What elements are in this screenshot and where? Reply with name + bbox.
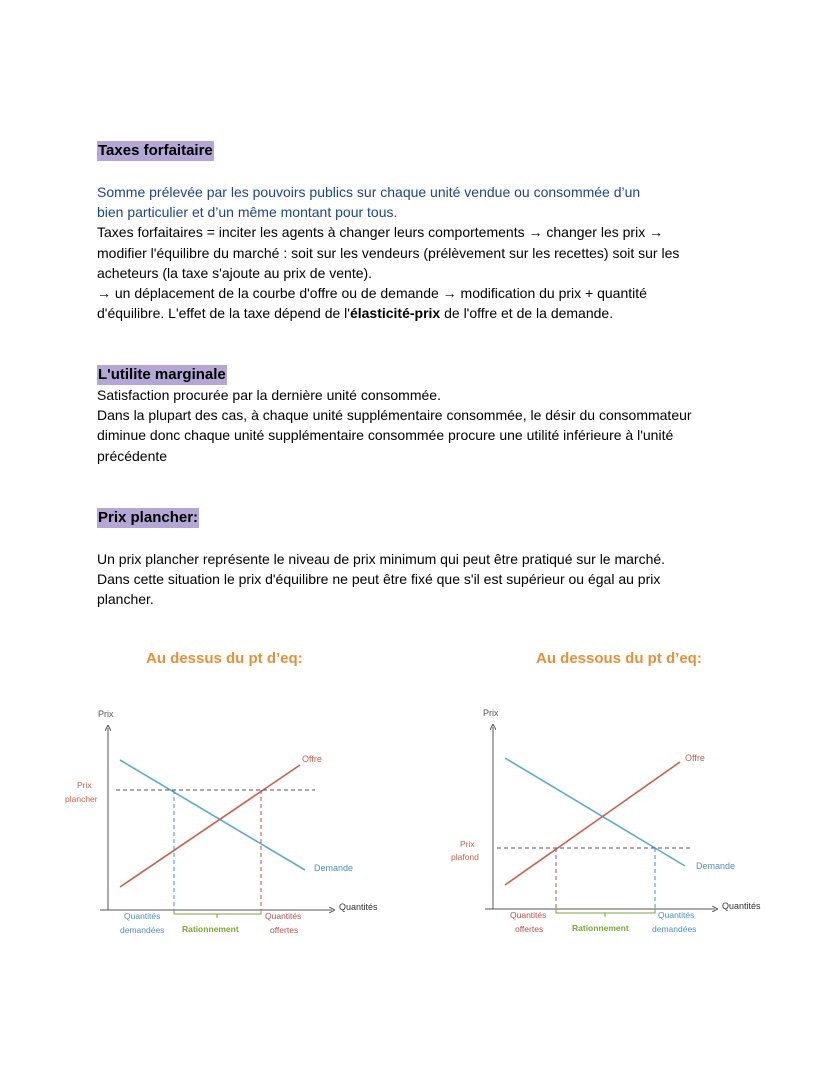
chart-title-above: Au dessus du pt d’eq: [146, 650, 303, 667]
y-axis-label: Prix [483, 708, 499, 718]
demand-line [120, 760, 305, 870]
supply-line [120, 765, 300, 887]
rationnement-label: Rationnement [572, 923, 629, 933]
taxes-body-line: acheteurs (la taxe s'ajoute au prix de vente). [97, 264, 373, 281]
price-ceiling-label: Prix [460, 839, 475, 849]
y-axis-label: Prix [98, 709, 114, 719]
elasticite-prix-bold: élasticité-prix [349, 305, 441, 322]
taxes-body-line [97, 303, 737, 323]
utilite-line: précédente [97, 447, 168, 464]
utilite-line: diminue donc chaque unité supplémentaire consommée procure une utilité inférieure à l'unité [97, 427, 674, 444]
utilite-line: Dans la plupart des cas, à chaque unité supplémentaire consommée, le désir du consommateur [97, 407, 692, 424]
price-ceiling-label: plafond [451, 852, 479, 862]
chart-prix-plancher [60, 700, 400, 945]
taxes-definition [97, 182, 737, 323]
quantites-offertes-label: Quantités [265, 911, 302, 921]
chart-prix-plafond [445, 700, 785, 945]
demand-label: Demande [314, 863, 354, 873]
taxes-body-line: Taxes forfaitaires = inciter les agents à changer leurs comportements → changer les prix → [97, 224, 664, 241]
price-floor-label: plancher [65, 794, 98, 804]
quantites-offertes-label: offertes [515, 924, 544, 934]
taxes-definition-line: bien particulier et d’un même montant pour tous. [97, 204, 398, 221]
utilite-line: Satisfaction procurée par la dernière unité consommée. [97, 387, 441, 403]
demand-line [505, 758, 685, 866]
utilite-paragraph [97, 385, 737, 466]
heading-prix-plancher: Prix plancher: [98, 509, 199, 526]
rationnement-bracket [174, 910, 261, 918]
x-axis-label: Quantités [339, 902, 378, 912]
taxes-definition-line: Somme prélevée par les pouvoirs publics sur chaque unité vendue ou consommée d’un [97, 184, 641, 200]
quantites-offertes-label: Quantités [510, 910, 547, 920]
quantites-demandees-label: Quantités [124, 911, 161, 921]
supply-label: Offre [302, 754, 322, 764]
price-floor-label: Prix [77, 780, 92, 790]
taxes-body-line: modifier l'équilibre du marché : soit sur les vendeurs (prélèvement sur les recettes) soit sur les [97, 244, 680, 261]
prix-plancher-paragraph [97, 549, 737, 610]
chart-title-below: Au dessous du pt d’eq: [536, 650, 702, 667]
taxes-body-line: → un déplacement de la courbe d'offre ou de demande → modification du prix + quantité [97, 285, 647, 302]
prix-plancher-line: plancher. [97, 591, 154, 608]
supply-line [505, 762, 680, 885]
heading-utilite-marginale: L'utilite marginale [98, 366, 226, 383]
quantites-offertes-label: offertes [270, 925, 299, 935]
quantites-demandees-label: Quantités [658, 910, 695, 920]
taxes-body-text: d'équilibre. L'effet de la taxe dépend de l' [97, 305, 350, 322]
supply-label: Offre [685, 753, 705, 763]
demand-label: Demande [696, 861, 736, 871]
x-axis-label: Quantités [722, 901, 761, 911]
prix-plancher-line: Dans cette situation le prix d'équilibre ne peut être fixé que s'il est supérieur ou égal au prix [97, 571, 661, 588]
taxes-body-text: de l'offre et de la demande. [440, 305, 614, 322]
prix-plancher-line: Un prix plancher représente le niveau de prix minimum qui peut être pratiqué sur le marché. [97, 551, 666, 567]
rationnement-bracket [556, 909, 655, 917]
rationnement-label: Rationnement [182, 924, 239, 934]
heading-taxes-forfaitaire: Taxes forfaitaire [98, 142, 213, 159]
quantites-demandees-label: demandées [120, 925, 165, 935]
quantites-demandees-label: demandées [652, 924, 697, 934]
